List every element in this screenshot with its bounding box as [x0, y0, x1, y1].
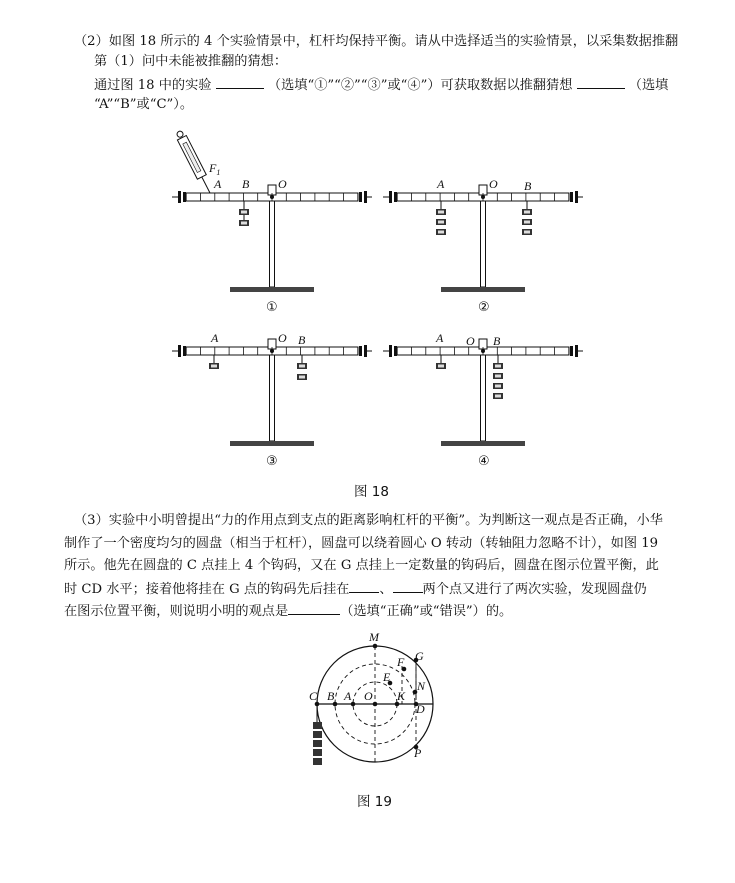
fig19-label-D: D [416, 702, 425, 716]
part2-line3-text-a: 通过图 18 中的实验 [94, 78, 212, 93]
part2-line3-text-b: （选填“①”“②”“③”或“④”）可获取数据以推翻猜想 [267, 78, 573, 93]
fig19-label-G: G [415, 649, 424, 663]
part3-line4 [64, 578, 647, 600]
p2-label-A: A [437, 177, 445, 191]
part2-line2: 第（1）问中未能被推翻的猜想： [94, 54, 288, 69]
p3-label-O: O [278, 331, 287, 345]
answer-blank-point-1[interactable] [349, 578, 379, 593]
fig19-label-F: F [397, 655, 405, 669]
part3-line4-text-b: 、 [379, 582, 393, 597]
p4-label-B: B [493, 334, 501, 348]
part3-line5 [64, 600, 512, 622]
part3-line1: （3）实验中小明曾提出“力的作用点到支点的距离影响杠杆的平衡”。为判断这一观点是否正确，小华 [74, 513, 663, 528]
p1-label-B: B [242, 177, 250, 191]
part2-line3-text-c: （选填 [628, 78, 669, 93]
part3-line5-text-b: （选填“正确”或“错误”）的。 [340, 604, 513, 619]
p3-label-B: B [298, 333, 306, 347]
force-label: $F_1$ [209, 161, 221, 177]
part3-line3: 所示。他先在圆盘的 C 点挂上 4 个钩码，又在 G 点挂上一定数量的钩码后，圆盘在图示位置平衡，此 [64, 558, 659, 573]
fig19-label-C: C [309, 689, 318, 703]
part3-line4-text-c: 两个点又进行了两次实验，发现圆盘仍 [422, 582, 647, 597]
part2-line4: “A”“B”或“C”）。 [94, 97, 194, 112]
answer-blank-point-2[interactable] [393, 578, 423, 593]
figure-18-caption: 图 18 [354, 484, 389, 500]
panel-label-2: ② [478, 300, 490, 315]
fig18-panel-2 [383, 185, 583, 292]
p4-label-O: O [466, 334, 475, 348]
fig19-label-O: O [364, 689, 373, 703]
fig18-panel-1 [172, 129, 372, 292]
part3-line4-text-a: 时 CD 水平；接着他将挂在 G 点的钩码先后挂在 [64, 582, 350, 597]
fig19-label-M: M [369, 630, 379, 644]
fig19-label-B: B [327, 689, 335, 703]
part3-line2: 制作了一个密度均匀的圆盘（相当于杠杆），圆盘可以绕着圆心 O 转动（转轴阻力忽略不计），如图 19 [64, 536, 659, 551]
figure-19 [0, 620, 735, 790]
figure-19-caption: 图 19 [357, 794, 392, 810]
answer-blank-opinion[interactable] [288, 600, 340, 615]
fig18-panel-3 [172, 339, 372, 446]
fig19-label-P: P [414, 746, 422, 760]
p3-label-A: A [211, 331, 219, 345]
fig19-label-E: E [383, 670, 391, 684]
fig19-label-K: K [397, 689, 406, 703]
panel-label-1: ① [266, 300, 278, 315]
panel-label-4: ④ [478, 454, 490, 469]
hooked-weights-icon [313, 722, 322, 765]
p4-label-A: A [436, 331, 444, 345]
fig19-label-N: N [417, 679, 426, 693]
p2-label-O: O [489, 177, 498, 191]
part3-line5-text-a: 在图示位置平衡，则说明小明的观点是 [64, 604, 289, 619]
p1-label-O: O [278, 177, 287, 191]
fig18-panel-4 [383, 339, 583, 446]
panel-label-3: ③ [266, 454, 278, 469]
p2-label-B: B [524, 179, 532, 193]
part2-line1: （2）如图 18 所示的 4 个实验情景中，杠杆均保持平衡。请从中选择适当的实验情景，以采集数据推翻 [74, 34, 679, 49]
p1-label-A: A [214, 177, 222, 191]
fig19-label-A: A [344, 689, 352, 703]
